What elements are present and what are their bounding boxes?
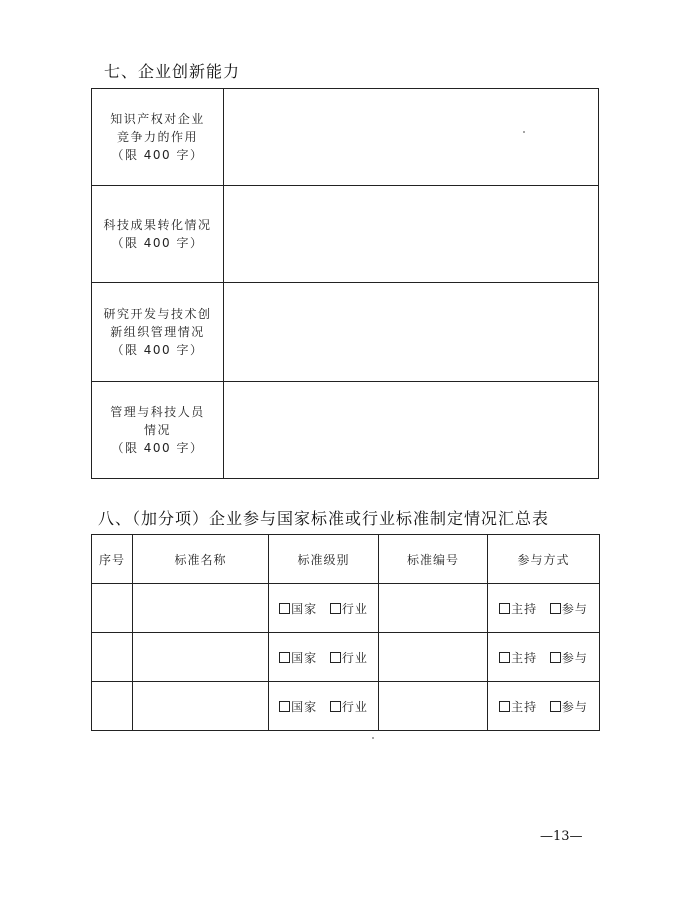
checkbox-icon[interactable] bbox=[330, 603, 341, 614]
checkbox-icon[interactable] bbox=[550, 603, 561, 614]
table-header-row bbox=[92, 535, 600, 584]
option-label: 参与 bbox=[561, 699, 588, 714]
label-line: 研究开发与技术创 bbox=[103, 307, 212, 321]
mode-option-participate[interactable] bbox=[550, 649, 588, 666]
mode-option-lead[interactable] bbox=[499, 600, 537, 617]
level-option-national[interactable] bbox=[279, 600, 317, 617]
label-line: 科技成果转化情况 bbox=[103, 218, 212, 232]
label-line: （限 400 字） bbox=[111, 343, 204, 357]
section-8-title: 八、（加分项）企业参与国家标准或行业标准制定情况汇总表 bbox=[98, 509, 550, 528]
table-row bbox=[92, 382, 599, 479]
row-label-ip-competitiveness bbox=[92, 89, 224, 186]
option-label: 参与 bbox=[561, 601, 588, 616]
label-line: （限 400 字） bbox=[111, 441, 204, 455]
header-standard-level: 标准级别 bbox=[269, 535, 379, 584]
table-row bbox=[92, 186, 599, 283]
cell-standard-name[interactable] bbox=[133, 682, 269, 731]
checkbox-icon[interactable] bbox=[330, 652, 341, 663]
level-option-industry[interactable] bbox=[330, 698, 368, 715]
option-label: 国家 bbox=[291, 650, 318, 665]
label-line: （限 400 字） bbox=[111, 148, 204, 162]
checkbox-icon[interactable] bbox=[550, 652, 561, 663]
cell-standard-code[interactable] bbox=[379, 584, 488, 633]
scan-speck bbox=[372, 737, 374, 739]
row-label-rd-management bbox=[92, 283, 224, 382]
content-cell-staff[interactable] bbox=[224, 382, 599, 479]
header-participation-mode: 参与方式 bbox=[488, 535, 600, 584]
level-option-national[interactable] bbox=[279, 698, 317, 715]
cell-standard-level bbox=[269, 584, 379, 633]
page-number: —13— bbox=[540, 829, 583, 844]
checkbox-icon[interactable] bbox=[499, 603, 510, 614]
checkbox-icon[interactable] bbox=[279, 701, 290, 712]
label-line: 情况 bbox=[143, 423, 171, 437]
table-row bbox=[92, 633, 600, 682]
checkbox-icon[interactable] bbox=[279, 603, 290, 614]
option-label: 参与 bbox=[561, 650, 588, 665]
cell-no[interactable] bbox=[92, 584, 133, 633]
row-label-tech-transfer bbox=[92, 186, 224, 283]
content-cell-rd-management[interactable] bbox=[224, 283, 599, 382]
cell-no[interactable] bbox=[92, 633, 133, 682]
content-cell-tech-transfer[interactable] bbox=[224, 186, 599, 283]
cell-standard-name[interactable] bbox=[133, 584, 269, 633]
cell-participation-mode bbox=[488, 633, 600, 682]
level-option-industry[interactable] bbox=[330, 649, 368, 666]
option-label: 主持 bbox=[511, 601, 538, 616]
cell-standard-level bbox=[269, 633, 379, 682]
checkbox-icon[interactable] bbox=[550, 701, 561, 712]
mode-option-participate[interactable] bbox=[550, 698, 588, 715]
row-label-staff bbox=[92, 382, 224, 479]
option-label: 国家 bbox=[291, 601, 318, 616]
level-option-national[interactable] bbox=[279, 649, 317, 666]
option-label: 行业 bbox=[341, 699, 368, 714]
option-label: 行业 bbox=[341, 650, 368, 665]
scan-speck bbox=[523, 131, 525, 133]
label-line: 新组织管理情况 bbox=[110, 325, 205, 339]
content-cell-ip-competitiveness[interactable] bbox=[224, 89, 599, 186]
option-label: 主持 bbox=[511, 650, 538, 665]
checkbox-icon[interactable] bbox=[279, 652, 290, 663]
option-label: 主持 bbox=[511, 699, 538, 714]
label-line: 竞争力的作用 bbox=[116, 130, 198, 144]
table-row bbox=[92, 682, 600, 731]
option-label: 行业 bbox=[341, 601, 368, 616]
label-line: 管理与科技人员 bbox=[110, 405, 205, 419]
label-line: 知识产权对企业 bbox=[110, 112, 205, 126]
level-option-industry[interactable] bbox=[330, 600, 368, 617]
header-standard-name: 标准名称 bbox=[133, 535, 269, 584]
cell-no[interactable] bbox=[92, 682, 133, 731]
section-7-title: 七、企业创新能力 bbox=[104, 62, 241, 81]
cell-standard-name[interactable] bbox=[133, 633, 269, 682]
checkbox-icon[interactable] bbox=[330, 701, 341, 712]
mode-option-participate[interactable] bbox=[550, 600, 588, 617]
mode-option-lead[interactable] bbox=[499, 649, 537, 666]
cell-participation-mode bbox=[488, 682, 600, 731]
header-no: 序号 bbox=[92, 535, 133, 584]
innovation-capability-table bbox=[91, 88, 599, 479]
cell-standard-code[interactable] bbox=[379, 682, 488, 731]
mode-option-lead[interactable] bbox=[499, 698, 537, 715]
cell-standard-level bbox=[269, 682, 379, 731]
table-row bbox=[92, 584, 600, 633]
header-standard-code: 标准编号 bbox=[379, 535, 488, 584]
table-row bbox=[92, 283, 599, 382]
option-label: 国家 bbox=[291, 699, 318, 714]
cell-participation-mode bbox=[488, 584, 600, 633]
checkbox-icon[interactable] bbox=[499, 652, 510, 663]
cell-standard-code[interactable] bbox=[379, 633, 488, 682]
table-row bbox=[92, 89, 599, 186]
label-line: （限 400 字） bbox=[111, 236, 204, 250]
checkbox-icon[interactable] bbox=[499, 701, 510, 712]
standards-summary-table bbox=[91, 534, 600, 731]
